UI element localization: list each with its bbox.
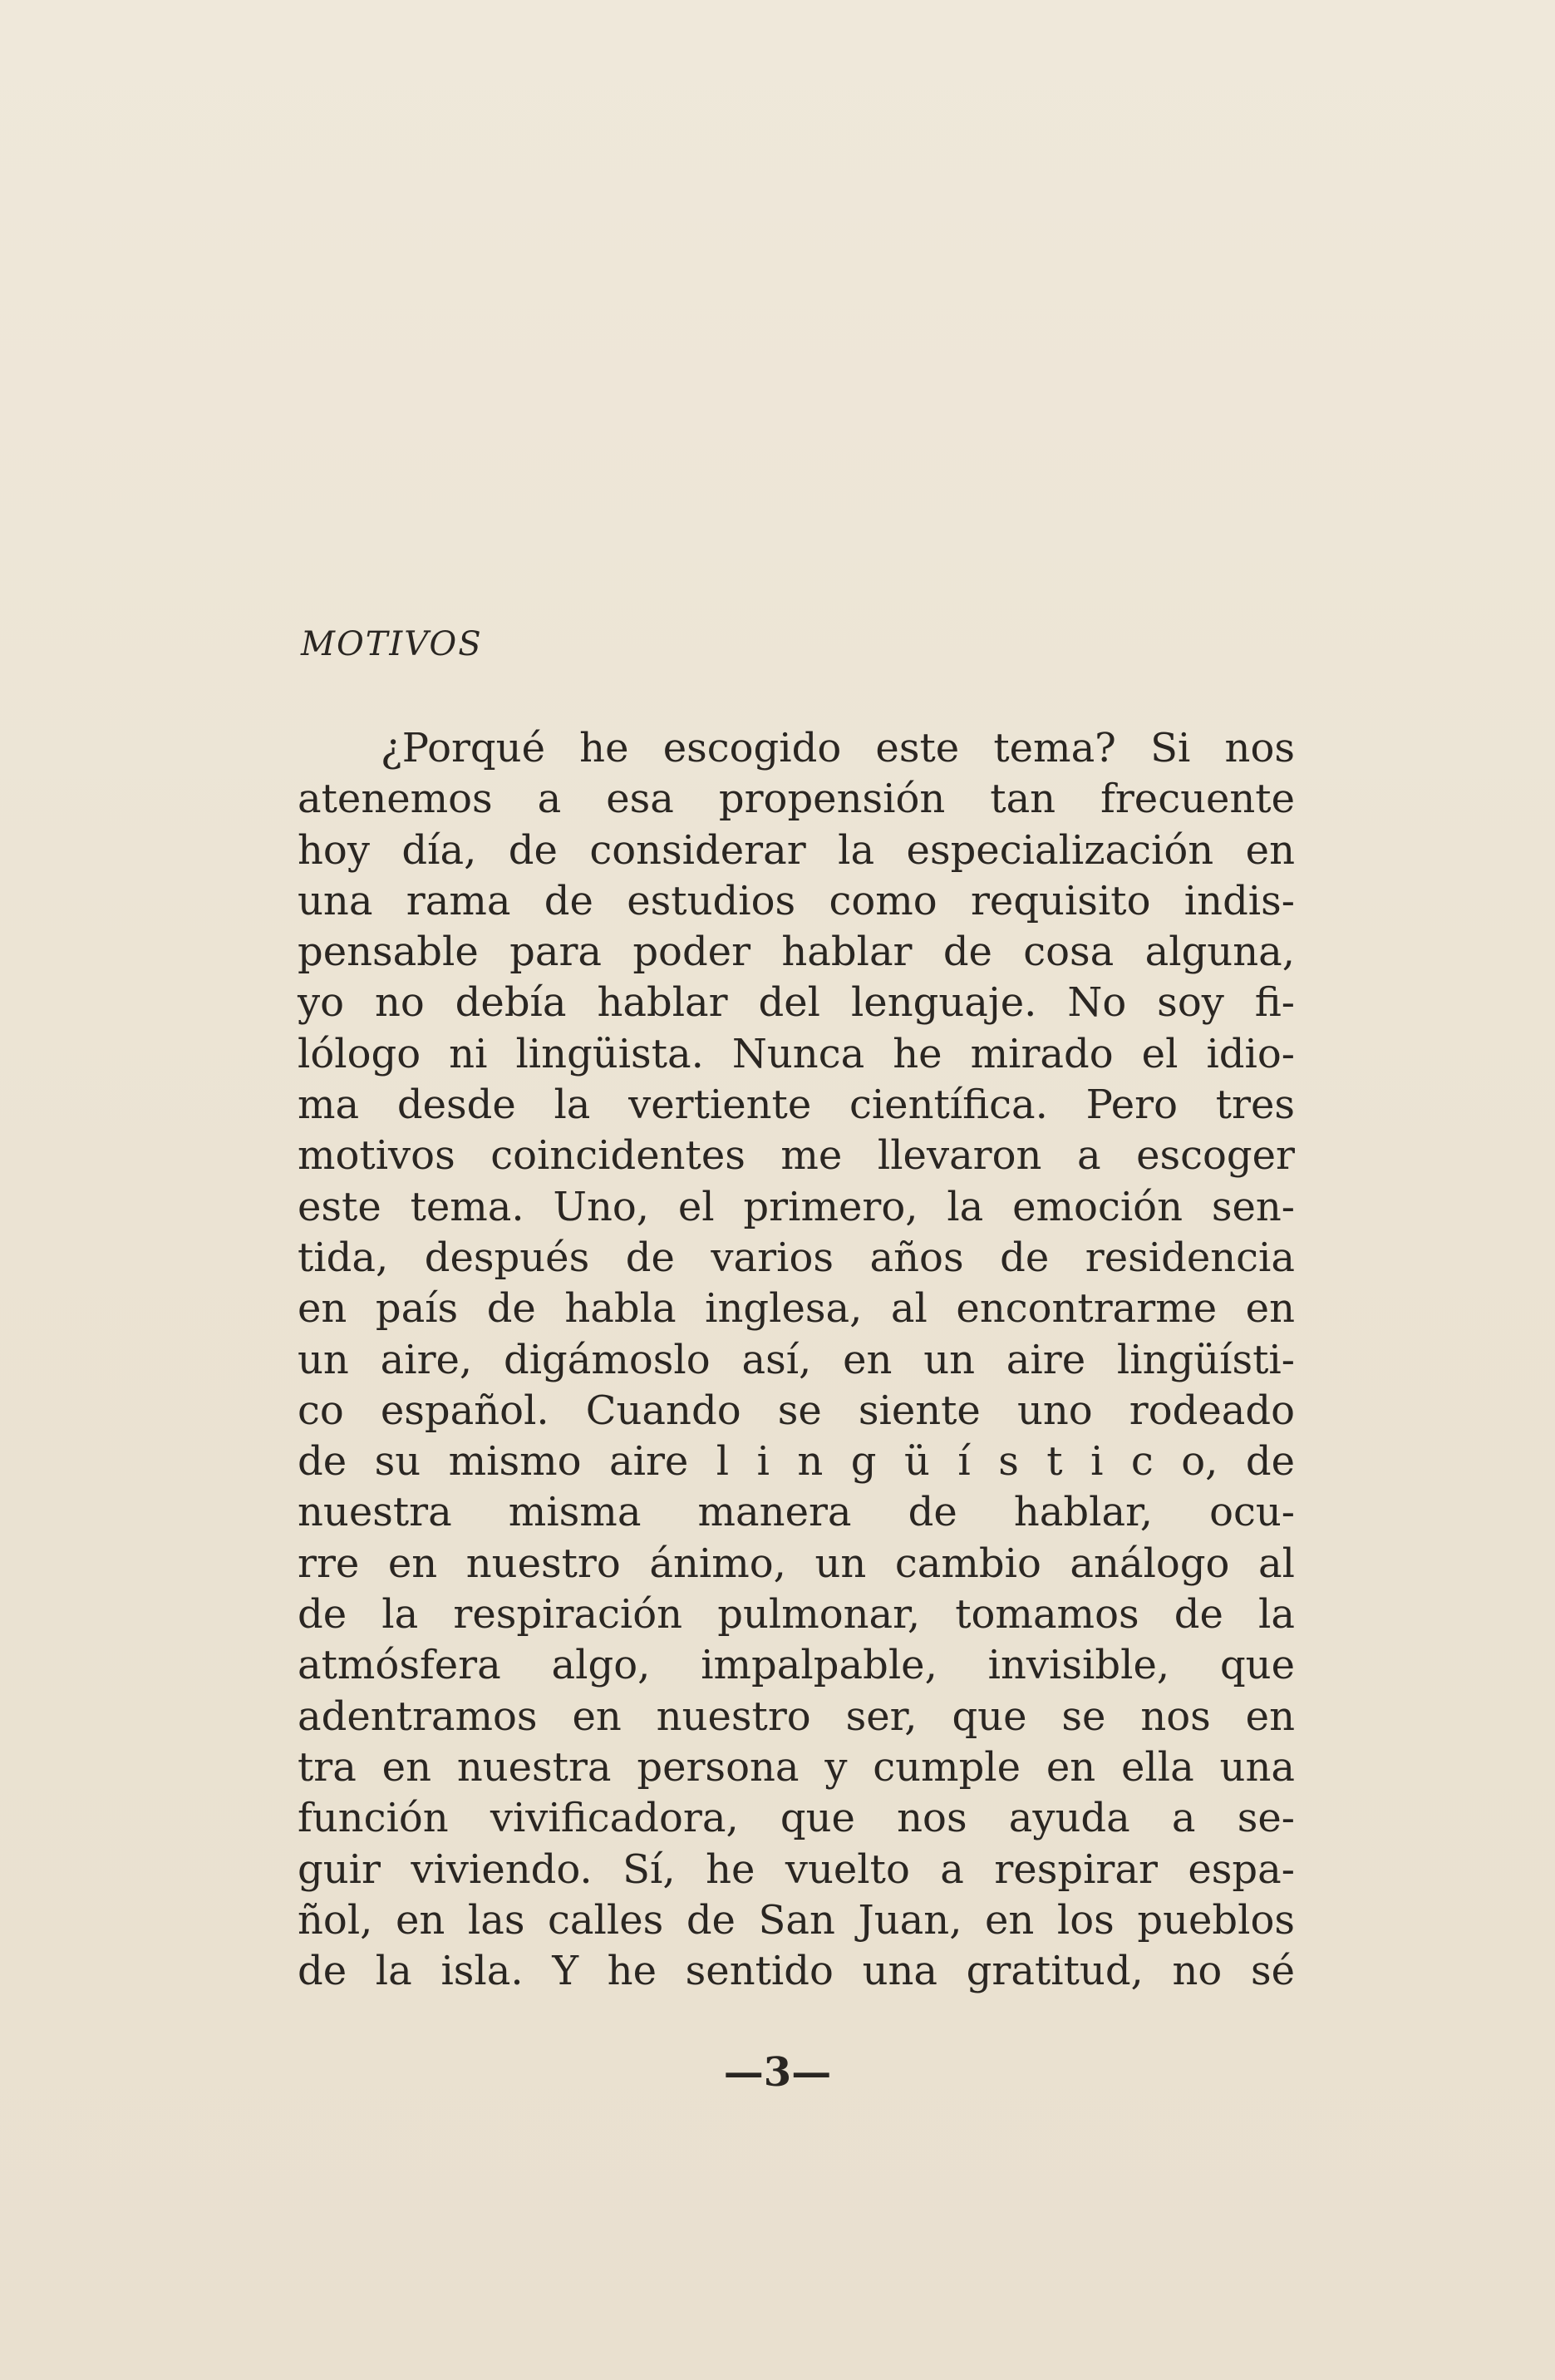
text-line: motivos coincidentes me llevaron a escoger	[298, 1132, 1295, 1180]
text-line: co español. Cuando se siente uno rodeado	[298, 1387, 1295, 1434]
text-line: adentramos en nuestro ser, que se nos en	[298, 1693, 1295, 1740]
text-line: este tema. Uno, el primero, la emoción sen-	[298, 1183, 1295, 1230]
text-line: una rama de estudios como requisito indis-	[298, 877, 1295, 924]
text-line: lólogo ni lingüista. Nunca he mirado el idio-	[298, 1030, 1295, 1077]
text-line: ñol, en las calles de San Juan, en los pueblos	[298, 1896, 1295, 1944]
text-line: pensable para poder hablar de cosa alguna,	[298, 929, 1295, 976]
text-line: rre en nuestro ánimo, un cambio análogo al	[298, 1540, 1295, 1587]
body-text	[298, 723, 1295, 1997]
page-number: —3—	[723, 2049, 832, 2096]
text-line: ¿Porqué he escogido este tema? Si nos	[381, 725, 1295, 771]
text-line: de la isla. Y he sentido una gratitud, no sé	[298, 1948, 1295, 1995]
text-line: tida, después de varios años de residencia	[298, 1234, 1295, 1281]
text-line: de la respiración pulmonar, tomamos de la	[298, 1591, 1295, 1638]
text-line: yo no debía hablar del lenguaje. No soy fi-	[298, 979, 1295, 1027]
text-line: nuestra misma manera de hablar, ocu-	[298, 1489, 1295, 1536]
text-line: hoy día, de considerar la especialización en	[298, 826, 1295, 874]
text-line: ma desde la vertiente científica. Pero tres	[298, 1082, 1295, 1129]
text-line: atenemos a esa propensión tan frecuente	[298, 776, 1295, 823]
text-line: tra en nuestra persona y cumple en ella una	[298, 1743, 1295, 1791]
text-line: guir viviendo. Sí, he vuelto a respirar espa-	[298, 1845, 1295, 1893]
section-heading: MOTIVOS	[301, 625, 483, 663]
text-line: atmósfera algo, impalpable, invisible, que	[298, 1642, 1295, 1689]
text-line: un aire, digámoslo así, en un aire lingüísti-	[298, 1336, 1295, 1383]
text-line: de su mismo aire l i n g ü í s t i c o, de	[298, 1438, 1295, 1486]
text-line: función vivificadora, que nos ayuda a se-	[298, 1795, 1295, 1842]
text-line: en país de habla inglesa, al encontrarme en	[298, 1285, 1295, 1333]
